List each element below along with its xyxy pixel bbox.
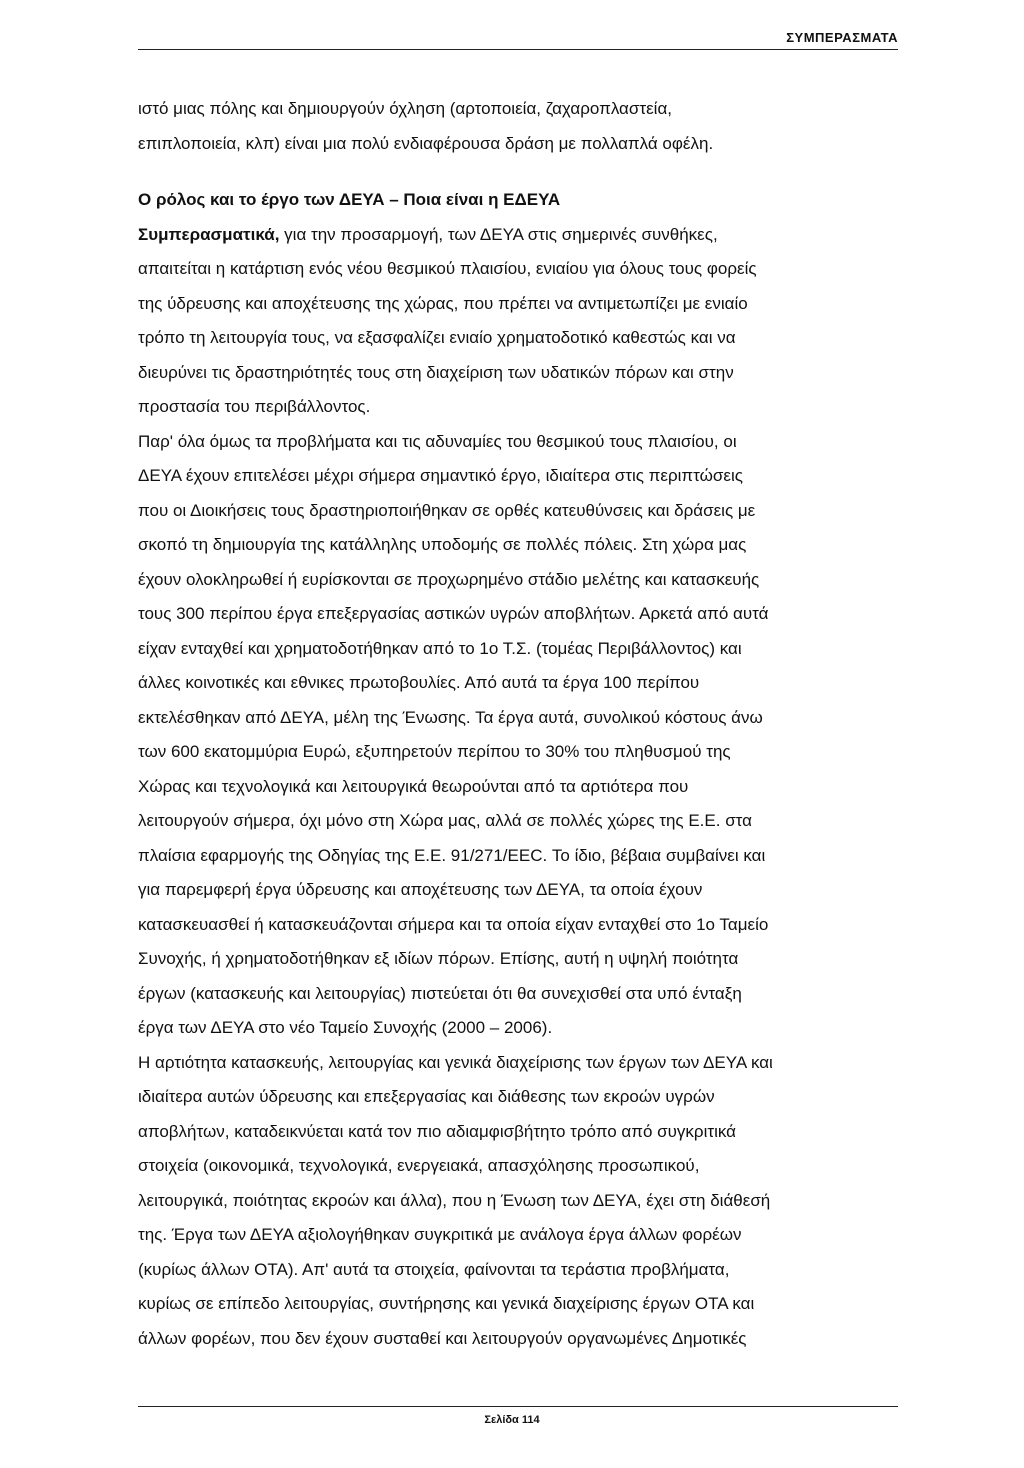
text-line: κατασκευασθεί ή κατασκευάζονται σήμερα και τα οποία είχαν ενταχθεί στο 1ο Ταμείο: [138, 914, 769, 934]
text-line: στοιχεία (οικονομικά, τεχνολογικά, ενεργειακά, απασχόλησης προσωπικού,: [138, 1156, 700, 1175]
conclusions-label: Συμπερασματικά,: [138, 224, 280, 244]
text-line: προστασία του περιβάλλοντος.: [138, 397, 371, 416]
text-line: των 600 εκατομμύρια Ευρώ, εξυπηρετούν περίπου το 30% του πληθυσμού της: [138, 742, 731, 761]
text-line: κυρίως σε επίπεδο λειτουργίας, συντήρησης και γενικά διαχείρισης έργων ΟΤΑ και: [138, 1294, 755, 1313]
text-line: ιδιαίτερα αυτών ύδρευσης και επεξεργασίας και διάθεσης των εκροών υγρών: [138, 1087, 715, 1106]
page-number: Σελίδα 114: [484, 1414, 540, 1426]
intro-paragraph: [138, 92, 902, 161]
text-line: αποβλήτων, καταδεικνύεται κατά τον πιο αδιαμφισβήτητο τρόπο από συγκριτικά: [138, 1121, 736, 1141]
text-line: που οι Διοικήσεις τους δραστηριοποιήθηκαν σε ορθές κατευθύνσεις και δράσεις με: [138, 500, 756, 520]
text-line: της ύδρευσης και αποχέτευσης της χώρας, που πρέπει να αντιμετωπίζει με ενιαίο: [138, 293, 748, 313]
achievements-paragraph: [138, 425, 902, 1046]
text-line: έργα των ΔΕΥΑ στο νέο Ταμείο Συνοχής (2000 – 2006).: [138, 1018, 553, 1037]
text-line: (κυρίως άλλων ΟΤΑ). Απ' αυτά τα στοιχεία, φαίνονται τα τεράστια προβλήματα,: [138, 1259, 730, 1279]
section-heading: Ο ρόλος και το έργο των ΔΕΥΑ – Ποια είναι η ΕΔΕΥΑ: [138, 190, 561, 209]
text-line: είχαν ενταχθεί και χρηματοδοτήθηκαν από το 1ο Τ.Σ. (τομέας Περιβάλλοντος) και: [138, 638, 742, 658]
text-line: Παρ' όλα όμως τα προβλήματα και τις αδυναμίες του θεσμικού τους πλαισίου, οι: [138, 431, 737, 451]
roles-section: [138, 183, 902, 425]
text-line: σκοπό τη δημιουργία της κατάλληλης υποδομής σε πολλές πόλεις. Στη χώρα μας: [138, 535, 747, 554]
text-line: [138, 218, 902, 253]
text-line: Η αρτιότητα κατασκευής, λειτουργίας και γενικά διαχείρισης των έργων των ΔΕΥΑ και: [138, 1052, 773, 1072]
text-line: άλλων φορέων, που δεν έχουν συσταθεί και λειτουργούν οργανωμένες Δημοτικές: [138, 1328, 747, 1348]
text-line: της. Έργα των ΔΕΥΑ αξιολογήθηκαν συγκριτικά με ανάλογα έργα άλλων φορέων: [138, 1225, 742, 1244]
quality-paragraph: [138, 1046, 902, 1357]
text-line: τους 300 περίπου έργα επεξεργασίας αστικών υγρών αποβλήτων. Αρκετά από αυτά: [138, 604, 769, 623]
text-line: έχουν ολοκληρωθεί ή ευρίσκονται σε προχωρημένο στάδιο μελέτης και κατασκευής: [138, 569, 760, 589]
section-title: ΣΥΜΠΕΡΑΣΜΑΤΑ: [786, 30, 898, 45]
text-fragment: για την προσαρμογή, των ΔΕΥΑ στις σημερινές συνθήκες,: [279, 224, 718, 244]
paragraph-gap: [138, 161, 902, 183]
text-line: για παρεμφερή έργα ύδρευσης και αποχέτευσης των ΔΕΥΑ, τα οποία έχουν: [138, 880, 703, 899]
text-line: διευρύνει τις δραστηριότητές τους στη διαχείριση των υδατικών πόρων και στην: [138, 362, 734, 382]
text-line: έργων (κατασκευής και λειτουργίας) πιστεύεται ότι θα συνεχισθεί στα υπό ένταξη: [138, 983, 742, 1003]
text-line: λειτουργικά, ποιότητας εκροών και άλλα), που η Ένωση των ΔΕΥΑ, έχει στη διάθεσή: [138, 1190, 771, 1210]
text-line: τρόπο τη λειτουργία τους, να εξασφαλίζει ενιαίο χρηματοδοτικό καθεστώς και να: [138, 328, 736, 347]
text-line: ΔΕΥΑ έχουν επιτελέσει μέχρι σήμερα σημαντικό έργο, ιδιαίτερα στις περιπτώσεις: [138, 466, 743, 485]
text-line: Χώρας και τεχνολογικά και λειτουργικά θεωρούνται από τα αρτιότερα που: [138, 776, 689, 796]
footer-rule: [138, 1406, 898, 1407]
text-line: πλαίσια εφαρμογής της Οδηγίας της Ε.Ε. 91/271/ΕΕC. Το ίδιο, βέβαια συμβαίνει και: [138, 845, 766, 865]
text-line: εκτελέσθηκαν από ΔΕΥΑ, μέλη της Ένωσης. Τα έργα αυτά, συνολικού κόστους άνω: [138, 707, 763, 727]
header-rule: [138, 49, 898, 50]
text-line: άλλες κοινοτικές και εθνικες πρωτοβουλίες. Από αυτά τα έργα 100 περίπου: [138, 673, 700, 692]
page-body: [138, 92, 902, 1356]
text-line: ιστό μιας πόλης και δημιουργούν όχληση (αρτοποιεία, ζαχαροπλαστεία,: [138, 99, 672, 118]
text-line: Συνοχής, ή χρηματοδοτήθηκαν εξ ιδίων πόρων. Επίσης, αυτή η υψηλή ποιότητα: [138, 949, 739, 968]
text-line: επιπλοποιεία, κλπ) είναι μια πολύ ενδιαφέρουσα δράση με πολλαπλά οφέλη.: [138, 133, 714, 153]
text-line: απαιτείται η κατάρτιση ενός νέου θεσμικού πλαισίου, ενιαίου για όλους τους φορείς: [138, 259, 757, 278]
text-line: λειτουργούν σήμερα, όχι μόνο στη Χώρα μας, αλλά σε πολλές χώρες της Ε.Ε. στα: [138, 811, 752, 830]
